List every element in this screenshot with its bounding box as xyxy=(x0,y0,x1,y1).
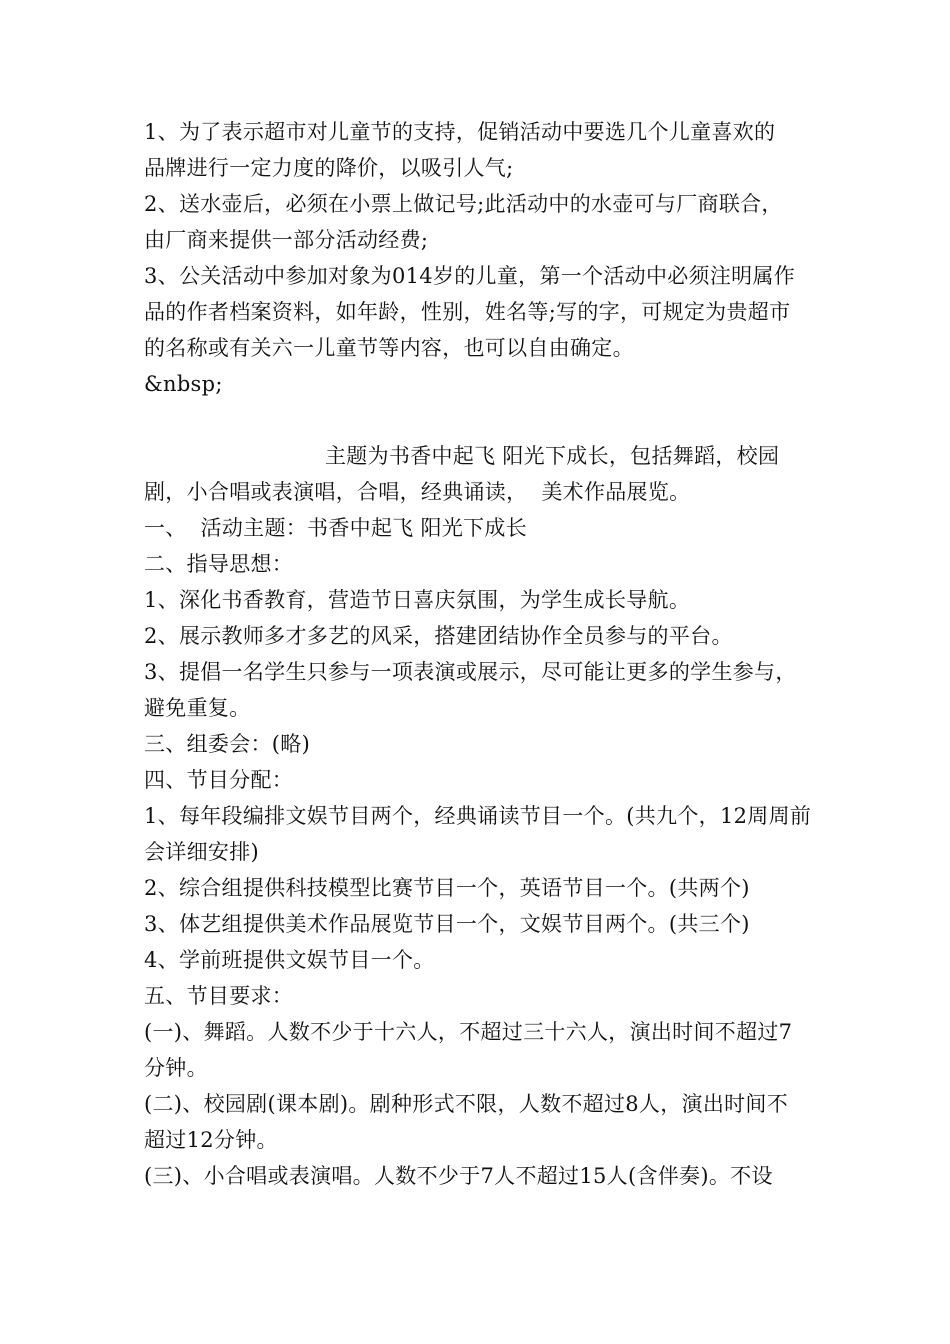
text-line: 2、送水壶后，必须在小票上做记号;此活动中的水壶可与厂商联合， xyxy=(144,192,783,216)
heading-line: 一、 活动主题：书香中起飞 阳光下成长 xyxy=(144,516,528,540)
text-line: 品牌进行一定力度的降价，以吸引人气; xyxy=(144,156,514,180)
text-line: 3、公关活动中参加对象为014岁的儿童，第一个活动中必须注明属作 xyxy=(144,264,796,288)
text-line: (二)、校园剧(课本剧)。剧种形式不限，人数不超过8人，演出时间不 xyxy=(144,1092,789,1116)
document-body xyxy=(144,114,810,1194)
text-line: 会详细安排) xyxy=(144,840,259,864)
text-line: 超过12分钟。 xyxy=(144,1128,278,1152)
text-line: &nbsp; xyxy=(144,372,223,396)
text-line: 分钟。 xyxy=(144,1056,208,1080)
text-line: 1、每年段编排文娱节目两个，经典诵读节目一个。(共九个，12周周前 xyxy=(144,804,812,828)
text-line: 由厂商来提供一部分活动经费; xyxy=(144,228,429,252)
text-line: 的名称或有关六一儿童节等内容，也可以自由确定。 xyxy=(144,336,634,360)
text-line: 品的作者档案资料，如年龄，性别，姓名等;写的字，可规定为贵超市 xyxy=(144,300,791,324)
text-line: 3、提倡一名学生只参与一项表演或展示，尽可能让更多的学生参与， xyxy=(144,660,797,684)
heading-line: 四、节目分配： xyxy=(144,768,294,792)
text-line: (一)、舞蹈。人数不少于十六人，不超过三十六人，演出时间不超过7 xyxy=(144,1020,793,1044)
text-line: (三)、小合唱或表演唱。人数不少于7人不超过15人(含伴奏)。不设 xyxy=(144,1164,773,1188)
section-intro-line: 主题为书香中起飞 阳光下成长，包括舞蹈，校园 xyxy=(325,444,780,468)
heading-line: 五、节目要求： xyxy=(144,984,294,1008)
blank-line xyxy=(144,402,810,438)
text-line: 剧，小合唱或表演唱，合唱，经典诵读， 美术作品展览。 xyxy=(144,480,691,504)
heading-line: 三、组委会：(略) xyxy=(144,732,311,756)
text-line: 1、为了表示超市对儿童节的支持，促销活动中要选几个儿童喜欢的 xyxy=(144,120,776,144)
text-line: 2、展示教师多才多艺的风采，搭建团结协作全员参与的平台。 xyxy=(144,624,733,648)
heading-line: 二、指导思想： xyxy=(144,552,294,576)
text-line: 2、综合组提供科技模型比赛节目一个，英语节目一个。(共两个) xyxy=(144,876,750,900)
text-line: 4、学前班提供文娱节目一个。 xyxy=(144,948,435,972)
text-line: 1、深化书香教育，营造节日喜庆氛围，为学生成长导航。 xyxy=(144,588,691,612)
text-line: 3、体艺组提供美术作品展览节目一个，文娱节目两个。(共三个) xyxy=(144,912,750,936)
text-line: 避免重复。 xyxy=(144,696,251,720)
